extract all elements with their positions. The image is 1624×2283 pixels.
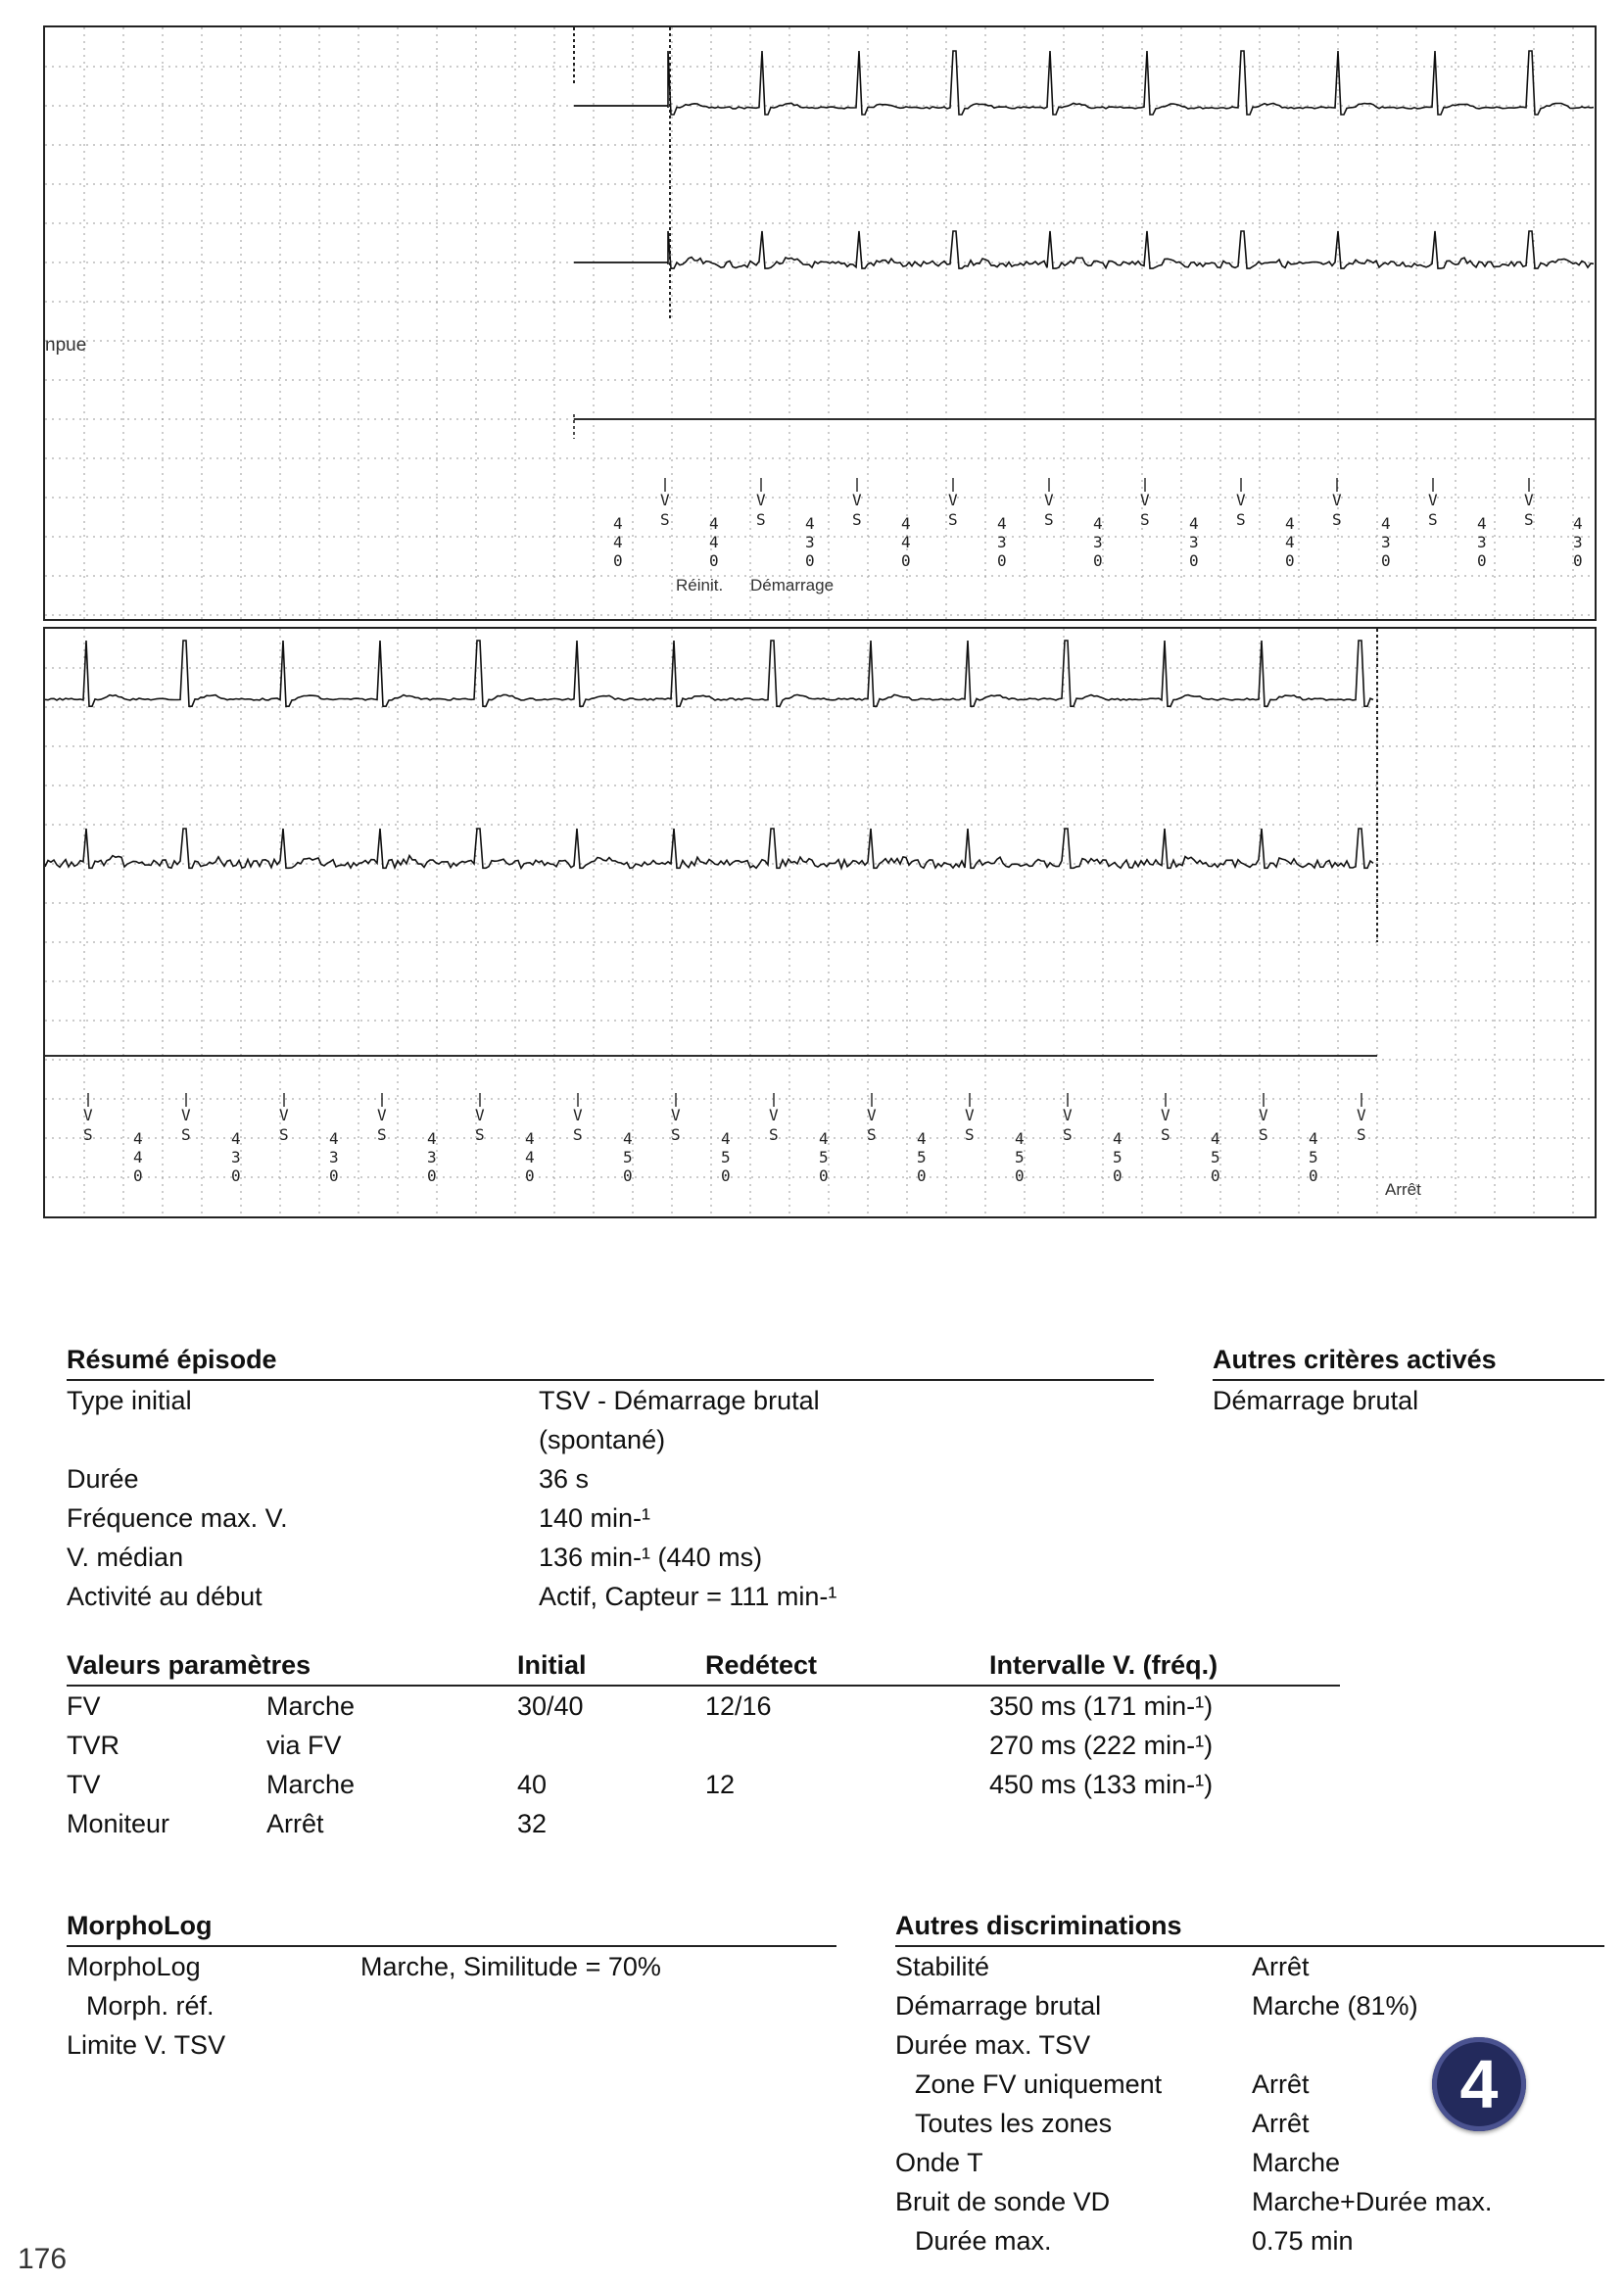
interval-digit: 4 <box>1093 514 1103 533</box>
param-header-interval: Intervalle V. (fréq.) <box>989 1650 1218 1680</box>
interval-digit: 0 <box>709 551 719 570</box>
vs-marker-v: V <box>756 491 766 509</box>
interval-digit: 0 <box>613 551 623 570</box>
interval-digit: 3 <box>329 1148 339 1166</box>
vs-marker-s: S <box>1524 510 1534 529</box>
interval-digit: 4 <box>1309 1129 1318 1148</box>
interval-digit: 0 <box>1309 1166 1318 1185</box>
discrimination-value: Marche <box>1252 2148 1341 2177</box>
param-state: via FV <box>266 1731 342 1760</box>
vs-marker-s: S <box>279 1125 289 1144</box>
interval-digit: 4 <box>231 1129 241 1148</box>
interval-digit: 3 <box>997 533 1007 551</box>
interval-digit: 4 <box>1285 514 1295 533</box>
chapter-badge: 4 <box>1432 2037 1526 2131</box>
interval-digit: 0 <box>1381 551 1391 570</box>
interval-digit: 0 <box>623 1166 633 1185</box>
reinit-annotation: Réinit. <box>676 576 724 595</box>
interval-digit: 3 <box>1477 533 1487 551</box>
egm-trace-channel-1 <box>45 641 1373 706</box>
summary-label: Activité au début <box>67 1582 263 1611</box>
discrimination-label: Bruit de sonde VD <box>895 2187 1111 2216</box>
discrimination-value: Arrêt <box>1252 1952 1310 1981</box>
interval-digit: 4 <box>1189 514 1199 533</box>
interval-digit: 3 <box>1093 533 1103 551</box>
interval-digit: 4 <box>709 533 719 551</box>
egm-strip-top-svg <box>45 27 1595 619</box>
vs-marker-s: S <box>867 1125 877 1144</box>
discrimination-label: Durée max. TSV <box>895 2030 1091 2060</box>
vs-marker-v: V <box>769 1106 779 1124</box>
summary-row <box>67 1420 1154 1459</box>
egm-strip-bottom-svg <box>45 629 1595 1216</box>
vs-marker-v: V <box>83 1106 93 1124</box>
vs-marker-s: S <box>1259 1125 1268 1144</box>
morpholog-label: Morph. réf. <box>86 1991 215 2021</box>
interval-digit: 0 <box>525 1166 535 1185</box>
vs-marker-v: V <box>1044 491 1054 509</box>
egm-trace-channel-2 <box>45 829 1373 868</box>
interval-digit: 0 <box>1113 1166 1122 1185</box>
param-state: Arrêt <box>266 1809 324 1838</box>
summary-row <box>67 1538 1154 1577</box>
vs-marker-v: V <box>867 1106 877 1124</box>
interval-digit: 4 <box>427 1129 437 1148</box>
interval-digit: 0 <box>1285 551 1295 570</box>
param-header-redetect: Redétect <box>705 1650 818 1680</box>
vs-marker-s: S <box>573 1125 583 1144</box>
interval-digit: 0 <box>1211 1166 1220 1185</box>
interval-digit: 5 <box>917 1148 927 1166</box>
vs-marker-v: V <box>475 1106 485 1124</box>
stop-annotation: Arrêt <box>1385 1180 1421 1199</box>
interval-digit: 4 <box>721 1129 731 1148</box>
interval-digit: 0 <box>1477 551 1487 570</box>
morpholog-row <box>67 1986 836 2025</box>
episode-summary-title: Résumé épisode <box>67 1340 1154 1381</box>
summary-label: Fréquence max. V. <box>67 1503 288 1533</box>
interval-digit: 0 <box>133 1166 143 1185</box>
interval-digit: 0 <box>819 1166 829 1185</box>
morpholog <box>67 1906 836 2065</box>
interval-digit: 4 <box>1573 514 1583 533</box>
interval-digit: 3 <box>427 1148 437 1166</box>
parameter-values-rows <box>67 1687 1340 1843</box>
vs-marker-v: V <box>1357 1106 1366 1124</box>
interval-digit: 0 <box>1093 551 1103 570</box>
interval-digit: 3 <box>805 533 815 551</box>
param-redetect: 12/16 <box>705 1691 772 1721</box>
param-header-label: Valeurs paramètres <box>67 1650 311 1680</box>
interval-digit: 5 <box>819 1148 829 1166</box>
vs-marker-v: V <box>1524 491 1534 509</box>
vs-marker-v: V <box>948 491 958 509</box>
vs-marker-v: V <box>1140 491 1150 509</box>
summary-row <box>67 1498 1154 1538</box>
param-initial: 32 <box>517 1809 548 1838</box>
vs-marker-s: S <box>1140 510 1150 529</box>
criteria-item: Démarrage brutal <box>1213 1386 1419 1415</box>
interval-digit: 4 <box>901 533 911 551</box>
interval-digit: 0 <box>997 551 1007 570</box>
interval-digit: 5 <box>1309 1148 1318 1166</box>
morpholog-rows <box>67 1947 836 2065</box>
interval-digit: 0 <box>917 1166 927 1185</box>
vs-marker-v: V <box>852 491 862 509</box>
vs-marker-s: S <box>1332 510 1342 529</box>
interval-digit: 4 <box>133 1148 143 1166</box>
vs-marker-s: S <box>377 1125 387 1144</box>
other-criteria <box>1213 1340 1604 1420</box>
summary-label: V. médian <box>67 1543 184 1572</box>
vs-marker-v: V <box>1063 1106 1073 1124</box>
discrimination-row <box>895 2221 1604 2260</box>
discrimination-label: Toutes les zones <box>915 2109 1113 2138</box>
vs-marker-v: V <box>1236 491 1246 509</box>
vs-marker-s: S <box>475 1125 485 1144</box>
interval-digit: 4 <box>819 1129 829 1148</box>
morpholog-value: Marche, Similitude = 70% <box>360 1952 661 1981</box>
page-number: 176 <box>18 2243 68 2275</box>
interval-digit: 4 <box>805 514 815 533</box>
vs-marker-v: V <box>1428 491 1438 509</box>
summary-row <box>67 1459 1154 1498</box>
vs-marker-s: S <box>660 510 670 529</box>
vs-marker-s: S <box>1236 510 1246 529</box>
param-initial: 40 <box>517 1770 548 1799</box>
param-interval: 450 ms (133 min-¹) <box>989 1770 1214 1799</box>
morpholog-row <box>67 1947 836 1986</box>
param-zone: FV <box>67 1691 101 1721</box>
channel-label: npue <box>45 335 87 356</box>
discrimination-row <box>895 1947 1604 1986</box>
discrimination-value: Arrêt <box>1252 2109 1310 2138</box>
param-interval: 350 ms (171 min-¹) <box>989 1691 1214 1721</box>
vs-marker-v: V <box>671 1106 681 1124</box>
interval-digit: 4 <box>1015 1129 1025 1148</box>
summary-value: 36 s <box>539 1464 590 1494</box>
interval-digit: 3 <box>231 1148 241 1166</box>
interval-digit: 4 <box>329 1129 339 1148</box>
summary-value: 140 min-¹ <box>539 1503 651 1533</box>
discrimination-row <box>895 2182 1604 2221</box>
interval-digit: 4 <box>1477 514 1487 533</box>
other-criteria-title: Autres critères activés <box>1213 1340 1604 1381</box>
episode-summary-rows <box>67 1381 1154 1616</box>
vs-marker-s: S <box>965 1125 975 1144</box>
vs-marker-s: S <box>181 1125 191 1144</box>
egm-trace-channel-1 <box>668 51 1594 115</box>
vs-marker-s: S <box>852 510 862 529</box>
interval-digit: 4 <box>709 514 719 533</box>
vs-marker-s: S <box>1044 510 1054 529</box>
discrimination-value: Marche (81%) <box>1252 1991 1418 2021</box>
param-zone: Moniteur <box>67 1809 170 1838</box>
interval-digit: 3 <box>1573 533 1583 551</box>
morpholog-label: MorphoLog <box>67 1952 201 1981</box>
vs-marker-v: V <box>377 1106 387 1124</box>
discrimination-row <box>895 2143 1604 2182</box>
parameter-values <box>67 1645 1340 1843</box>
interval-digit: 4 <box>1381 514 1391 533</box>
interval-digit: 0 <box>1189 551 1199 570</box>
vs-marker-s: S <box>1161 1125 1170 1144</box>
interval-digit: 4 <box>613 533 623 551</box>
vs-marker-v: V <box>965 1106 975 1124</box>
morpholog-row <box>67 2025 836 2065</box>
interval-digit: 4 <box>613 514 623 533</box>
interval-digit: 4 <box>901 514 911 533</box>
vs-marker-v: V <box>1332 491 1342 509</box>
param-row <box>67 1804 1340 1843</box>
interval-digit: 4 <box>1211 1129 1220 1148</box>
interval-digit: 4 <box>1113 1129 1122 1148</box>
interval-digit: 5 <box>1113 1148 1122 1166</box>
interval-digit: 4 <box>525 1129 535 1148</box>
interval-digit: 0 <box>231 1166 241 1185</box>
interval-digit: 0 <box>721 1166 731 1185</box>
summary-label: Type initial <box>67 1386 192 1415</box>
parameter-values-header <box>67 1645 1340 1687</box>
param-row <box>67 1726 1340 1765</box>
param-initial: 30/40 <box>517 1691 584 1721</box>
interval-digit: 4 <box>525 1148 535 1166</box>
summary-value: TSV - Démarrage brutal <box>539 1386 820 1415</box>
vs-marker-v: V <box>181 1106 191 1124</box>
discrimination-label: Stabilité <box>895 1952 990 1981</box>
interval-digit: 0 <box>1573 551 1583 570</box>
param-row <box>67 1687 1340 1726</box>
egm-strip-bottom <box>43 627 1597 1218</box>
vs-marker-s: S <box>756 510 766 529</box>
interval-digit: 3 <box>1381 533 1391 551</box>
vs-marker-s: S <box>1428 510 1438 529</box>
param-state: Marche <box>266 1770 356 1799</box>
discrimination-value: Marche+Durée max. <box>1252 2187 1493 2216</box>
interval-digit: 5 <box>623 1148 633 1166</box>
discrimination-label: Démarrage brutal <box>895 1991 1102 2021</box>
interval-digit: 0 <box>1015 1166 1025 1185</box>
interval-digit: 0 <box>329 1166 339 1185</box>
interval-digit: 4 <box>917 1129 927 1148</box>
summary-value: Actif, Capteur = 111 min-¹ <box>539 1582 837 1611</box>
discrimination-label: Onde T <box>895 2148 983 2177</box>
criteria-row <box>1213 1381 1604 1420</box>
other-discriminations-title: Autres discriminations <box>895 1906 1604 1947</box>
summary-value: (spontané) <box>539 1425 666 1454</box>
episode-summary <box>67 1340 1154 1616</box>
param-interval: 270 ms (222 min-¹) <box>989 1731 1214 1760</box>
param-header-initial: Initial <box>517 1650 587 1680</box>
summary-row <box>67 1381 1154 1420</box>
interval-digit: 3 <box>1189 533 1199 551</box>
discrimination-label: Zone FV uniquement <box>915 2069 1163 2099</box>
interval-digit: 5 <box>1211 1148 1220 1166</box>
vs-marker-v: V <box>573 1106 583 1124</box>
morpholog-label: Limite V. TSV <box>67 2030 226 2060</box>
discrimination-row <box>895 1986 1604 2025</box>
vs-marker-v: V <box>1259 1106 1268 1124</box>
vs-marker-s: S <box>769 1125 779 1144</box>
interval-digit: 0 <box>805 551 815 570</box>
vs-marker-s: S <box>671 1125 681 1144</box>
vs-marker-s: S <box>83 1125 93 1144</box>
interval-digit: 4 <box>133 1129 143 1148</box>
vs-marker-s: S <box>1063 1125 1073 1144</box>
vs-marker-s: S <box>948 510 958 529</box>
interval-digit: 5 <box>1015 1148 1025 1166</box>
discrimination-value: Arrêt <box>1252 2069 1310 2099</box>
vs-marker-v: V <box>279 1106 289 1124</box>
param-state: Marche <box>266 1691 356 1721</box>
vs-marker-v: V <box>1161 1106 1170 1124</box>
discrimination-label: Durée max. <box>915 2226 1052 2256</box>
vs-marker-s: S <box>1357 1125 1366 1144</box>
egm-strip-top <box>43 25 1597 621</box>
param-row <box>67 1765 1340 1804</box>
interval-digit: 5 <box>721 1148 731 1166</box>
interval-digit: 4 <box>997 514 1007 533</box>
summary-label: Durée <box>67 1464 139 1494</box>
discrimination-value: 0.75 min <box>1252 2226 1354 2256</box>
other-criteria-rows <box>1213 1381 1604 1420</box>
interval-digit: 4 <box>623 1129 633 1148</box>
vs-marker-v: V <box>660 491 670 509</box>
start-annotation: Démarrage <box>750 576 835 595</box>
summary-row <box>67 1577 1154 1616</box>
interval-digit: 0 <box>901 551 911 570</box>
interval-digit: 0 <box>427 1166 437 1185</box>
morpholog-title: MorphoLog <box>67 1906 836 1947</box>
interval-digit: 4 <box>1285 533 1295 551</box>
summary-value: 136 min-¹ (440 ms) <box>539 1543 763 1572</box>
param-redetect: 12 <box>705 1770 736 1799</box>
param-zone: TVR <box>67 1731 119 1760</box>
param-zone: TV <box>67 1770 101 1799</box>
